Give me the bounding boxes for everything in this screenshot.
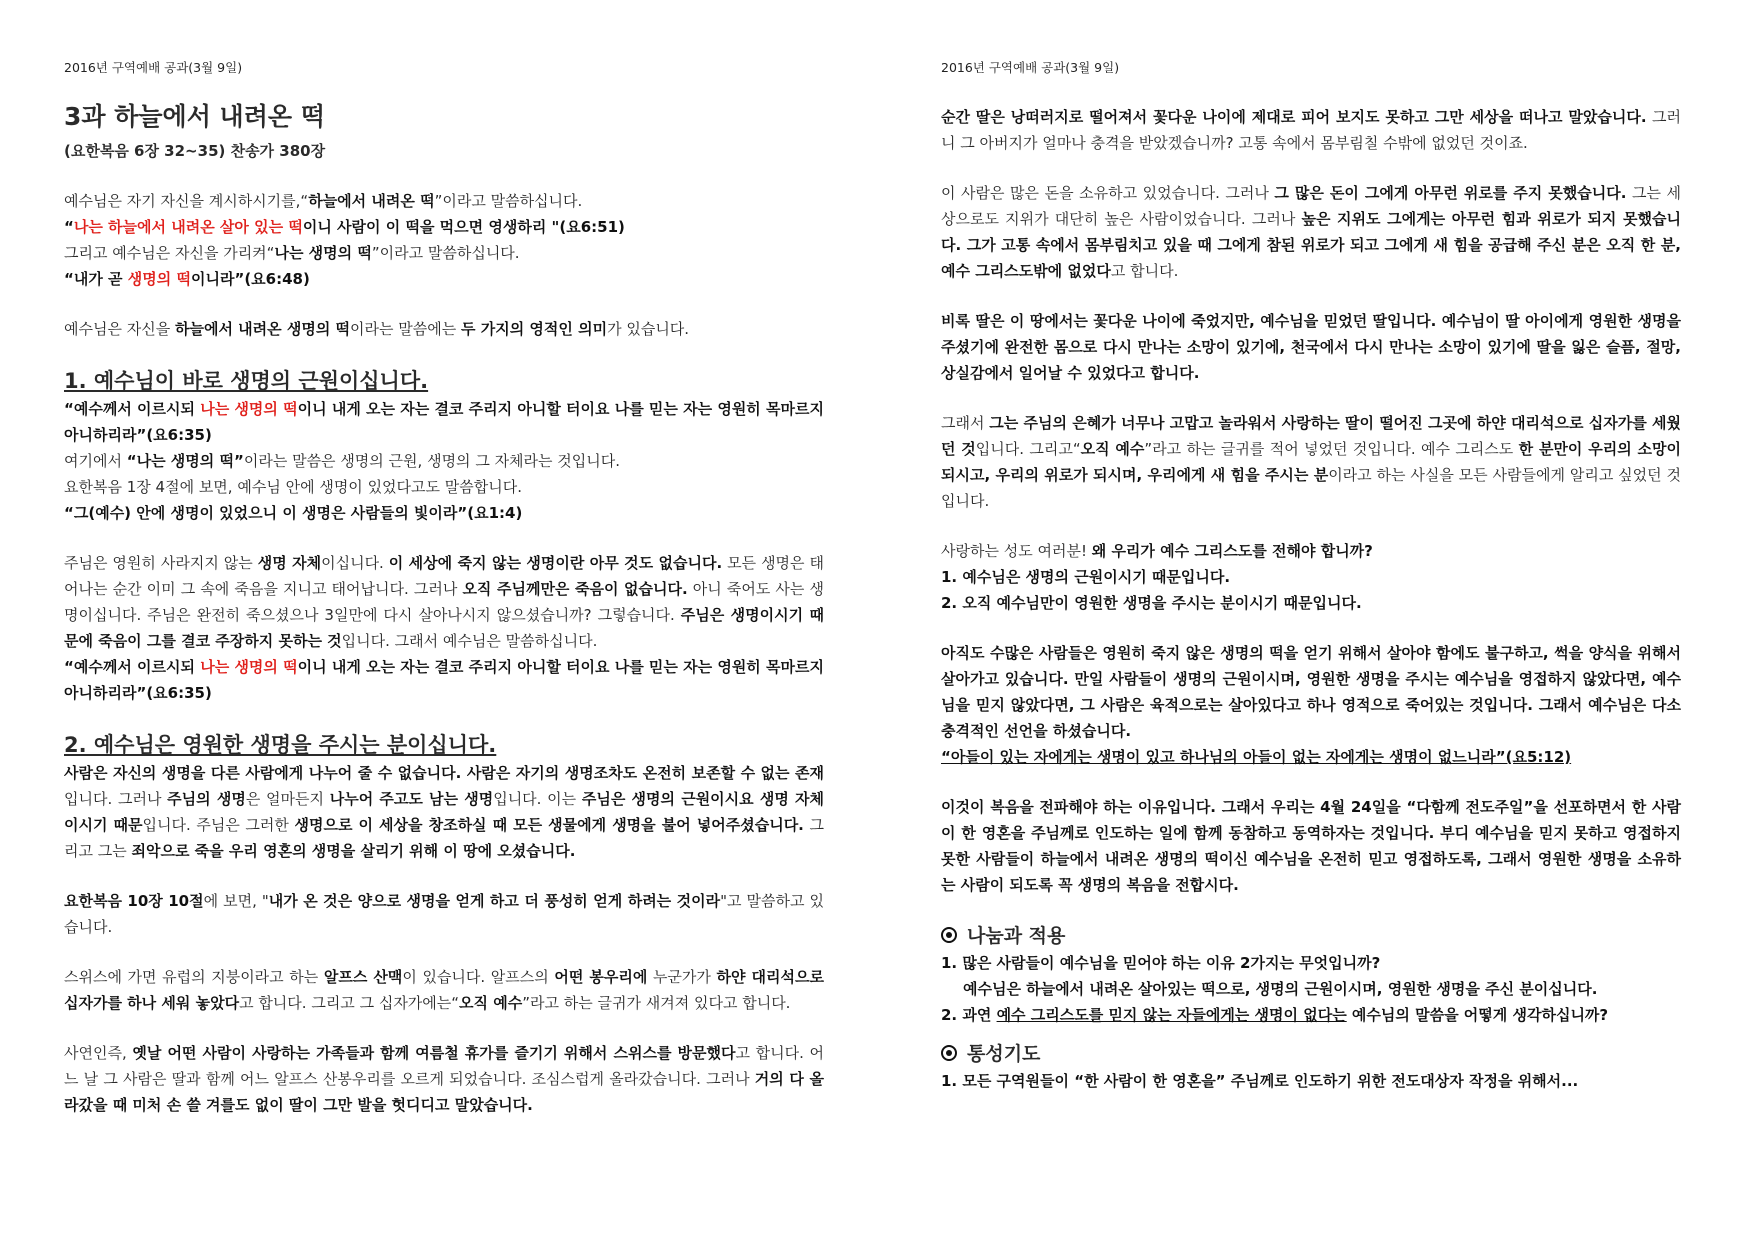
section-1-para-3: “그(예수) 안에 생명이 있었으니 이 생명은 사람들의 빛이라”(요1:4) <box>64 504 523 522</box>
right-para-3: 비록 딸은 이 땅에서는 꽃다운 나이에 죽었지만, 예수님을 믿었던 딸입니다. 예수님이 딸 아이에게 영원한 생명을 주셨기에 완전한 몸으로 다시 만나는 소망이 있기에, 천국에서 다시 만나는 소망이 있기에 딸을 잃은 슬픔, 절망, 상실감에서 일어날 수 있었다고 합니다. <box>941 312 1681 382</box>
share-answer-1: 예수님은 하늘에서 내려온 살아있는 떡으로, 생명의 근원이시며, 영원한 생명을 주신 분이십니다. <box>963 980 1598 998</box>
section-2-heading: 2. 예수님은 영원한 생명을 주시는 분이십니다. <box>64 733 497 757</box>
intro-line-2: “나는 하늘에서 내려온 살아 있는 떡이니 사람이 이 떡을 먹으면 영생하리 "(요6:51) <box>64 218 625 236</box>
section-1-quote-1: “예수께서 이르시되 나는 생명의 떡이니 내게 오는 자는 결코 주리지 아니할 터이요 나를 믿는 자는 영원히 목마르지 아니하리라”(요6:35) <box>64 400 824 444</box>
section-1-quote-2: “예수께서 이르시되 나는 생명의 떡이니 내게 오는 자는 결코 주리지 아니할 터이요 나를 믿는 자는 영원히 목마르지 아니하리라”(요6:35) <box>64 658 824 702</box>
right-para-1: 순간 딸은 낭떠러지로 떨어져서 꽃다운 나이에 제대로 피어 보지도 못하고 그만 세상을 떠나고 말았습니다. 그러니 그 아버지가 얼마나 충격을 받았겠습니까? 고통 속에서 몸부림칠 수밖에 없었던 것이죠. <box>941 108 1681 152</box>
page-header: 2016년 구역예배 공과(3월 9일) <box>941 60 1120 75</box>
lesson-subtitle: (요한복음 6장 32~35) 찬송가 380장 <box>64 142 326 160</box>
intro-line-1: 예수님은 자기 자신을 계시하시기를,“하늘에서 내려온 떡”이라고 말씀하십니다. <box>64 192 583 210</box>
right-content <box>941 104 1681 1094</box>
right-para-7: 이것이 복음을 전파해야 하는 이유입니다. 그래서 우리는 4월 24일을 “다함께 전도주일”을 선포하면서 한 사람이 한 영혼을 주님께로 인도하는 일에 함께 동참하고 동역하자는 것입니다. 부디 예수님을 믿지 못하고 영접하지 못한 사람들이 하늘에서 내려온 생명의 떡이신 예수님을 온전히 믿고 영접하도록, 그래서 영원한 생명을 소유하는 사람이 되도록 꼭 생명의 복음을 전합시다. <box>941 798 1681 894</box>
prayer-item-1: 1. 모든 구역원들이 “한 사람이 한 영혼을” 주님께로 인도하기 위한 전도대상자 작정을 위해서... <box>941 1072 1579 1090</box>
share-heading: 나눔과 적용 <box>941 922 1681 950</box>
section-2-para-2: 요한복음 10장 10절에 보면, "내가 온 것은 양으로 생명을 얻게 하고 더 풍성히 얻게 하려는 것이라"고 말씀하고 있습니다. <box>64 892 824 936</box>
section-2-para-4: 사연인즉, 옛날 어떤 사람이 사랑하는 가족들과 함께 여름철 휴가를 즐기기 위해서 스위스를 방문했다고 합니다. 어느 날 그 사람은 딸과 함께 어느 알프스 산봉우리를 오르게 되었습니다. 조심스럽게 올라갔습니다. 그러나 거의 다 올라갔을 때 미처 손 쓸 겨를도 없이 딸이 그만 발을 헛디디고 말았습니다. <box>64 1044 825 1114</box>
right-para-4: 그래서 그는 주님의 은혜가 너무나 고맙고 놀라워서 사랑하는 딸이 떨어진 그곳에 하얀 대리석으로 십자가를 세웠던 것입니다. 그리고“오직 예수”라고 하는 글귀를 적어 넣었던 것입니다. 예수 그리스도 한 분만이 우리의 소망이 되시고, 우리의 위로가 되시며, 우리에게 새 힘을 주시는 분이라고 하는 사실을 모든 사람들에게 알리고 싶었던 것입니다. <box>941 414 1681 510</box>
intro-line-4: “내가 곧 생명의 떡이니라”(요6:48) <box>64 270 310 288</box>
right-para-6-quote: “아들이 있는 자에게는 생명이 있고 하나님의 아들이 없는 자에게는 생명이 없느니라”(요5:12) <box>941 748 1572 766</box>
right-para-6: 아직도 수많은 사람들은 영원히 죽지 않은 생명의 떡을 얻기 위해서 살아야 함에도 불구하고, 썩을 양식을 위해서 살아가고 있습니다. 만일 사람들이 생명의 근원이시며, 영원한 생명을 주시는 예수님을 영접하지 않았다면, 예수님을 믿지 않았다면, 그 사람은 육적으로는 살아있다고 하나 영적으로 죽어있는 것입니다. 그래서 예수님은 다소 충격적인 선언을 하셨습니다. <box>941 644 1681 740</box>
section-1-para-4: 주님은 영원히 사라지지 않는 생명 자체이십니다. 이 세상에 죽지 않는 생명이란 아무 것도 없습니다. 모든 생명은 태어나는 순간 이미 그 속에 죽음을 지니고 태어납니다. 그러나 오직 주님께만은 죽음이 없습니다. 아니 죽어도 사는 생명이십니다. 주님은 완전히 죽으셨으나 3일만에 다시 살아나시지 않으셨습니까? 그렇습니다. 주님은 생명이시기 때문에 죽음이 그를 결코 주장하지 못하는 것입니다. 그래서 예수님은 말씀하십니다. <box>64 554 824 650</box>
page-header: 2016년 구역예배 공과(3월 9일) <box>64 60 243 75</box>
right-para-5: 사랑하는 성도 여러분! 왜 우리가 예수 그리스도를 전해야 합니까? <box>941 542 1373 560</box>
intro-line-3: 그리고 예수님은 자신을 가리켜“나는 생명의 떡”이라고 말씀하십니다. <box>64 244 520 262</box>
reason-1: 1. 예수님은 생명의 근원이시기 때문입니다. <box>941 568 1231 586</box>
meaning-paragraph: 예수님은 자신을 하늘에서 내려온 생명의 떡이라는 말씀에는 두 가지의 영적인 의미가 있습니다. <box>64 320 690 338</box>
reason-2: 2. 오직 예수님만이 영원한 생명을 주시는 분이시기 때문입니다. <box>941 594 1362 612</box>
right-para-2: 이 사람은 많은 돈을 소유하고 있었습니다. 그러나 그 많은 돈이 그에게 아무런 위로를 주지 못했습니다. 그는 세상으로도 지위가 대단히 높은 사람이었습니다. 그러나 높은 지위도 그에게는 아무런 힘과 위로가 되지 못했습니다. 그가 고통 속에서 몸부림치고 있을 때 그에게 참된 위로가 되고 그에게 새 힘을 공급해 주신 분은 오직 한 분, 예수 그리스도밖에 없었다고 합니다. <box>941 184 1682 280</box>
circle-bullet-icon <box>941 927 957 943</box>
left-content <box>64 100 824 1118</box>
right-page <box>877 0 1754 1240</box>
section-2-para-1: 사람은 자신의 생명을 다른 사람에게 나누어 줄 수 없습니다. 사람은 자기의 생명조차도 온전히 보존할 수 없는 존재입니다. 그러나 주님의 생명은 얼마든지 나누어 주고도 남는 생명입니다. 이는 주님은 생명의 근원이시요 생명 자체이시기 때문입니다. 주님은 그러한 생명으로 이 세상을 창조하실 때 모든 생물에게 생명을 불어 넣어주셨습니다. 그리고 그는 죄악으로 죽을 우리 영혼의 생명을 살리기 위해 이 땅에 오셨습니다. <box>64 764 824 860</box>
section-1-para-1: 여기에서 “나는 생명의 떡”이라는 말씀은 생명의 근원, 생명의 그 자체라는 것입니다. <box>64 452 621 470</box>
section-1-para-2: 요한복음 1장 4절에 보면, 예수님 안에 생명이 있었다고도 말씀합니다. <box>64 478 523 496</box>
share-question-1: 1. 많은 사람들이 예수님을 믿어야 하는 이유 2가지는 무엇입니까? <box>941 954 1381 972</box>
circle-bullet-icon <box>941 1045 957 1061</box>
section-1-heading: 1. 예수님이 바로 생명의 근원이십니다. <box>64 369 429 393</box>
prayer-heading: 통성기도 <box>941 1040 1681 1068</box>
share-question-2: 2. 과연 예수 그리스도를 믿지 않는 자들에게는 생명이 없다는 예수님의 말씀을 어떻게 생각하십니까? <box>941 1006 1609 1024</box>
section-2-para-3: 스위스에 가면 유럽의 지붕이라고 하는 알프스 산맥이 있습니다. 알프스의 어떤 봉우리에 누군가가 하얀 대리석으로 십자가를 하나 세워 놓았다고 합니다. 그리고 그 십자가에는“오직 예수”라고 하는 글귀가 새겨져 있다고 합니다. <box>64 968 825 1012</box>
lesson-title: 3과 하늘에서 내려온 떡 <box>64 102 325 131</box>
